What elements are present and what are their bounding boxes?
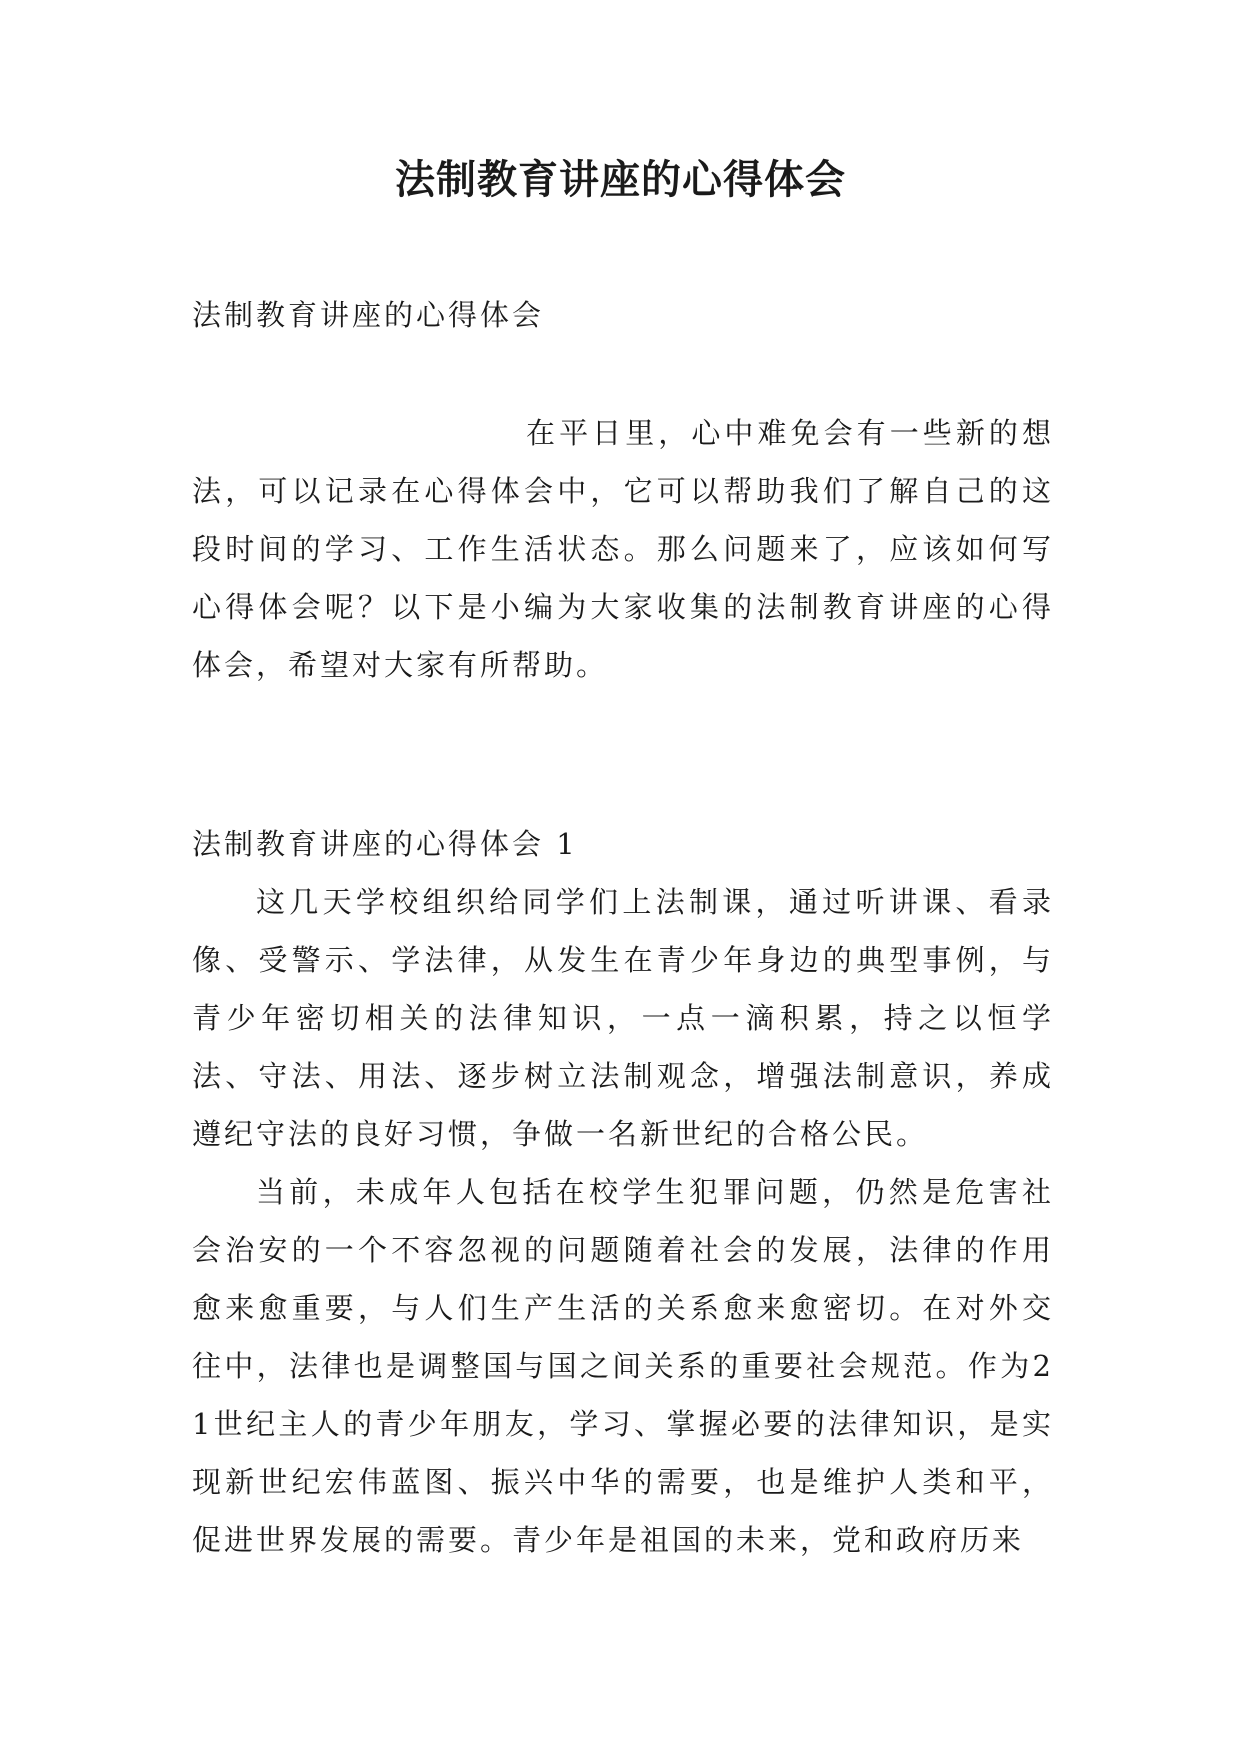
document-title: 法制教育讲座的心得体会 <box>395 157 846 203</box>
body-paragraph-1: 这几天学校组织给同学们上法制课，通过听讲课、看录像、受警示、学法律，从发生在青少年身边的典型事例，与青少年密切相关的法律知识，一点一滴积累，持之以恒学法、守法、用法、逐步树立法制观念，增强法制意识，养成遵纪守法的良好习惯，争做一名新世纪的合格公民。 <box>192 885 1054 1151</box>
body-paragraph-2: 当前，未成年人包括在校学生犯罪问题，仍然是危害社会治安的一个不容忽视的问题随着社会的发展，法律的作用愈来愈重要，与人们生产生活的关系愈来愈密切。在对外交往中，法律也是调整国与国之间关系的重要社会规范。作为21世纪主人的青少年朋友，学习、掌握必要的法律知识，是实现新世纪宏伟蓝图、振兴中华的需要，也是维护人类和平，促进世界发展的需要。青少年是祖国的未来，党和政府历来 <box>192 1175 1054 1557</box>
intro-paragraph: 在平日里，心中难免会有一些新的想法，可以记录在心得体会中，它可以帮助我们了解自己的这段时间的学习、工作生活状态。那么问题来了，应该如何写心得体会呢？以下是小编为大家收集的法制教育讲座的心得体会，希望对大家有所帮助。 <box>192 416 1054 682</box>
document-subtitle: 法制教育讲座的心得体会 <box>192 298 545 332</box>
section-heading: 法制教育讲座的心得体会 1 <box>192 827 578 861</box>
